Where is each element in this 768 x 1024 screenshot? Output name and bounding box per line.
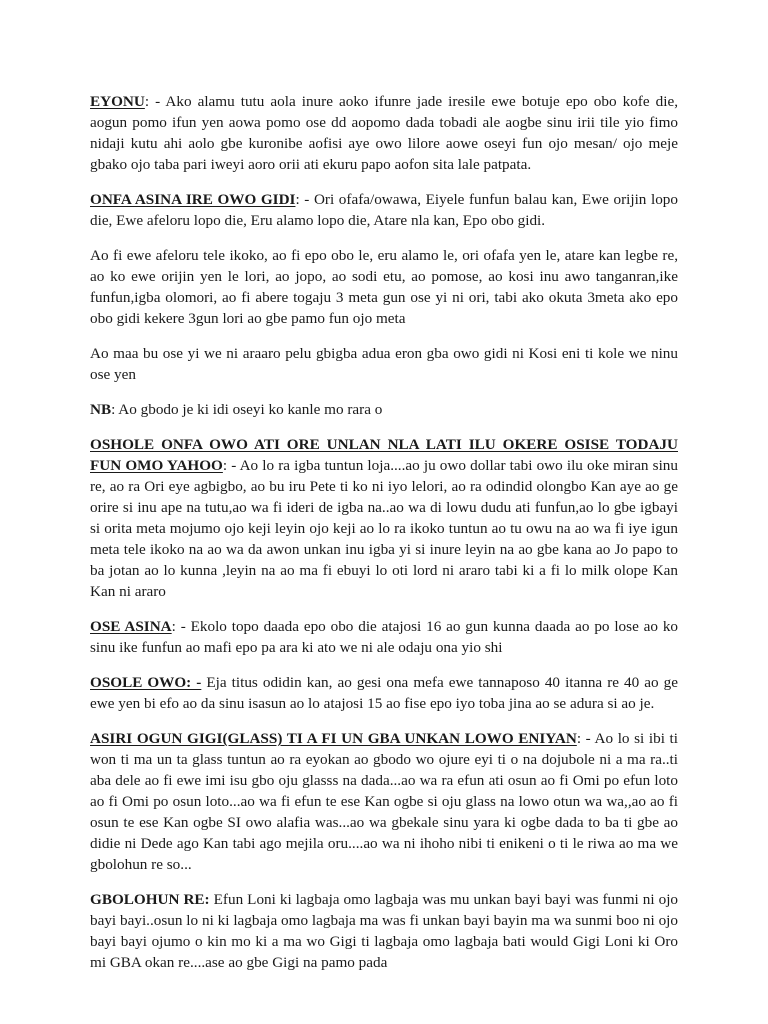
heading-gbolohun-re: GBOLOHUN RE: xyxy=(90,891,210,908)
paragraph-usage xyxy=(90,343,678,385)
paragraph-text: Ao lo ra igba tuntun loja....ao ju owo dollar tabi owo ilu oke miran sinu re, ao ra Ori eye agbigbo, ao bu iru Pete ti ko ni iyo lelori, ao ra odindid olongbo Kan aye ao ge orire si inu ape na tutu,ao wa fi ideri de igba na..ao wa di lowu dudu ati funfun,ao lo gbe igbayi si orita meta mojumo ojo keji leyin ojo keji ao lo ra ikoko tuntun ao tu owu na ao wa fi iye igun meta tele ikoko na ao wa da awon unkan inu igba yi si inure leyin na ao gbe kana ao Jo papo to ba jotan ao lo kunna ,leyin na ao ma fi ebuyi lo oti lord ni araro tabi ki a fi lo milk olope Kan Kan ni araro xyxy=(90,457,678,600)
paragraph-text: Eja titus odidin kan, ao gesi ona mefa ewe tannaposo 40 itanna re 40 ao ge ewe yen bi efo ao da sinu isasun ao lo atajosi 15 ao fise epo iyo toba jina ao se adura si ao je. xyxy=(90,674,678,712)
heading-nb: NB xyxy=(90,401,112,418)
paragraph-text: Ao maa bu ose yi we ni araaro pelu gbigba adua eron gba owo gidi ni Kosi eni ti kole we ninu ose yen xyxy=(90,345,678,383)
paragraph-gbolohun-re xyxy=(90,889,678,973)
paragraph-text: Ao lo si ibi ti won ti ma un ta glass tuntun ao ra eyokan ao gbodo wo ojure eyi ti o na dojubole ni a ma ra..ti aba dele ao fi ewe imi isu gbo oju glasss na dada...ao wa ra efun ati osun ao fi Omi po efun loto ao fi Omi po osun loto...ao wa fi efun te ese Kan ogbe si oju glass na lowo otun wa wa,,ao ao fi osun te ese Kan ogbe SI owo alafia was...ao wa gbekale sinu yara ki ogbe dada to ba ti gbe ao didie ni Dede ago Kan tabi ago mejila oru....ao wa ni ihoho nibi ti enikeni o ti le riwa ao ma we gbolohun re so... xyxy=(90,730,679,873)
paragraph-text: Efun Loni ki lagbaja omo lagbaja was mu unkan bayi bayi was funmi ni ojo bayi bayi..osun lo ni ki lagbaja omo lagbaja ma was fi unkan bayi bayin ma wa sunmi boo ni ojo bayi bayi ojumo o kin mo ki a ma wo Gigi ti lagbaja omo lagbaja bati would Gigi Loni ki Oro mi GBA okan re....ase ao gbe Gigi na pamo pada xyxy=(90,891,679,971)
heading-separator: : - xyxy=(295,191,314,208)
heading-separator: : - xyxy=(222,457,240,474)
heading-osole-owo: OSOLE OWO: - xyxy=(90,674,202,691)
heading-separator: : - xyxy=(171,618,191,635)
document-body xyxy=(90,91,678,987)
paragraph-ose-asina xyxy=(90,616,678,658)
paragraph-text: Ako alamu tutu aola inure aoko ifunre jade iresile ewe botuje epo obo kofe die, aogun pomo ifun yen aowa pomo ose dd aopomo dada tobadi ale aogbe sinu irii tile yio fimo nidaji kutu ahi aolo gbe kuronibe aofisi aye owo lilore aowe oseyi fun ojo mesan/ ojo meje gbako ojo taba pari iweyi aoro orii ati ekuru papo aofon sita lale patpata. xyxy=(90,93,678,173)
paragraph-oshole-onfa xyxy=(90,434,678,602)
paragraph-text: Ao fi ewe afeloru tele ikoko, ao fi epo obo le, eru alamo le, ori ofafa yen le, atare kan legbe re, ao ko ewe orijin yen le lori, ao jopo, ao sodi etu, ao pomose, ao kosi inu awo tanganran,ike funfun,igba olomori, ao fi abere togaju 3 meta gun ose yi ni ori, tabi ako okuta 3meta ako epo obo gidi kekere 3gun lori ao gbe pamo fun ojo meta xyxy=(90,247,678,327)
heading-oshole-onfa: OSHOLE ONFA OWO ATI ORE UNLAN NLA LATI ILU OKERE OSISE TODAJU FUN OMO YAHOO xyxy=(90,436,678,474)
heading-onfa-asina: ONFA ASINA IRE OWO GIDI xyxy=(90,191,296,208)
paragraph-instructions xyxy=(90,245,678,329)
heading-separator: : - xyxy=(144,93,166,110)
paragraph-onfa-asina xyxy=(90,189,678,231)
paragraph-text: Ori ofafa/owawa, Eiyele funfun balau kan, Ewe orijin lopo die, Ewe afeloru lopo die, Eru alamo lopo die, Atare nla kan, Epo obo gidi. xyxy=(90,191,678,229)
paragraph-nb xyxy=(90,399,678,420)
paragraph-asiri-ogun-gigi xyxy=(90,728,678,875)
paragraph-text: Ao gbodo je ki idi oseyi ko kanle mo rara o xyxy=(118,401,383,418)
paragraph-text: Ekolo topo daada epo obo die atajosi 16 ao gun kunna daada ao po lose ao ko sinu ike funfun ao mafi epo pa ara ki ato we ni ale odaju ona yio shi xyxy=(90,618,679,656)
heading-separator: : - xyxy=(576,730,595,747)
heading-ose-asina: OSE ASINA xyxy=(90,618,172,635)
heading-eyonu: EYONU xyxy=(90,93,145,110)
paragraph-eyonu xyxy=(90,91,678,175)
paragraph-osole-owo xyxy=(90,672,678,714)
heading-asiri-ogun-gigi: ASIRI OGUN GIGI(GLASS) TI A FI UN GBA UNKAN LOWO ENIYAN xyxy=(90,730,577,747)
heading-separator: : xyxy=(111,401,119,418)
